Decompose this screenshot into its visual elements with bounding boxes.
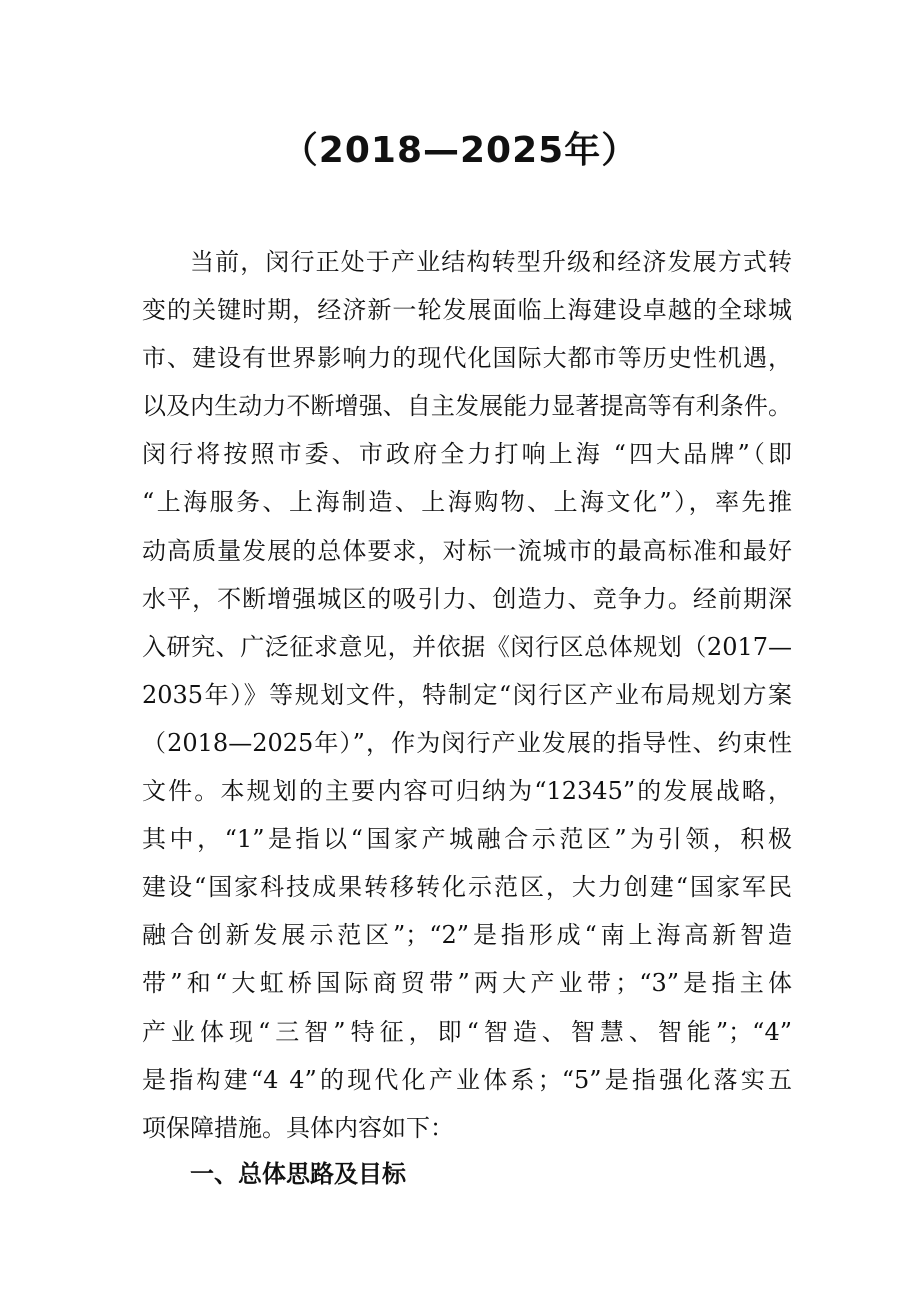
paragraph-line: 2035年）》等规划文件，特制定“闵行区产业布局规划方案 — [142, 680, 792, 709]
paragraph-line: 文件。本规划的主要内容可归纳为“12345”的发展战略， — [142, 777, 792, 806]
paragraph-line: 是指构建“4 4”的现代化产业体系；“5”是指强化落实五 — [142, 1065, 792, 1094]
paragraph-line: （2018—2025年）”，作为闵行产业发展的指导性、约束性 — [142, 728, 792, 757]
intro-paragraph — [142, 238, 792, 1152]
paragraph-line: 市、建设有世界影响力的现代化国际大都市等历史性机遇， — [142, 344, 792, 373]
paragraph-line: 闵行将按照市委、市政府全力打响上海 “四大品牌”（即 — [142, 440, 792, 469]
paragraph-line: 以及内生动力不断增强、自主发展能力显著提高等有利条件。 — [142, 392, 792, 421]
paragraph-line: 入研究、广泛征求意见，并依据《闵行区总体规划（2017— — [142, 632, 792, 661]
paragraph-line: 产业体现“三智”特征，即“智造、智慧、智能”；“4” — [142, 1017, 792, 1046]
paragraph-line: 融合创新发展示范区”；“2”是指形成“南上海高新智造 — [142, 921, 792, 950]
paragraph-line: 建设“国家科技成果转移转化示范区，大力创建“国家军民 — [142, 873, 792, 902]
paragraph-line: 当前，闵行正处于产业结构转型升级和经济发展方式转 — [190, 248, 792, 276]
paragraph-line: 水平，不断增强城区的吸引力、创造力、竞争力。经前期深 — [142, 584, 792, 613]
paragraph-line: “上海服务、上海制造、上海购物、上海文化”），率先推 — [142, 488, 792, 517]
paragraph-line: 变的关键时期，经济新一轮发展面临上海建设卓越的全球城 — [142, 296, 792, 325]
document-title: （2018—2025年） — [281, 130, 639, 171]
paragraph-line: 其中，“1”是指以“国家产城融合示范区”为引领，积极 — [142, 825, 792, 854]
paragraph-line: 动高质量发展的总体要求，对标一流城市的最高标准和最好 — [142, 536, 792, 565]
paragraph-line: 带”和“大虹桥国际商贸带”两大产业带；“3”是指主体 — [142, 969, 792, 998]
paragraph-line: 项保障措施。具体内容如下： — [142, 1113, 454, 1142]
section-heading: 一、总体思路及目标 — [190, 1160, 406, 1188]
